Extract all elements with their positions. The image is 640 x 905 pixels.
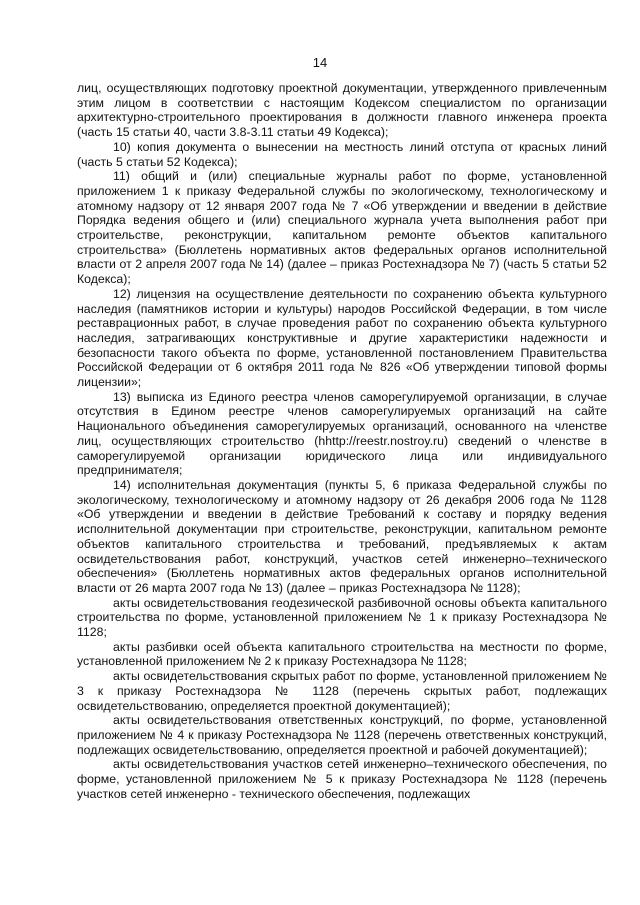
document-body <box>77 81 607 801</box>
paragraph-item-12: 12) лицензия на осуществление деятельности по сохранению объекта культурного наследия (памятников истории и культуры) народов Российской Федерации, в том числе реставрационных работ, в случае проведения работ по сохранению объекта культурного наследия, затрагивающих конструктивные и другие характеристики надежности и безопасности такого объекта по форме, установленной постановлением Правительства Российской Федерации от 6 октября 2011 года № 826 «Об утверждении типовой формы лицензии»; <box>77 286 607 390</box>
paragraph-item-10: 10) копия документа о вынесении на местность линий отступа от красных линий (часть 5 статьи 52 Кодекса); <box>77 139 607 169</box>
page-number: 14 <box>312 55 328 70</box>
paragraph-item-13: 13) выписка из Единого реестра членов саморегулируемой организации, в случае отсутствия в Едином реестре членов саморегулируемых организаций на сайте Национального объединения саморегулируемых организаций, основанного на членстве лиц, осуществляющих строительство (hhttp://reestr.nostroy.ru) сведений о членстве в саморегулируемой организации юридического лица или индивидуального предпринимателя; <box>77 389 607 478</box>
page-bottom-margin <box>0 884 640 905</box>
paragraph-act-structures: акты освидетельствования ответственных конструкций, по форме, установленной приложением № 4 к приказу Ростехнадзора № 1128 (перечень ответственных конструкций, подлежащих освидетельствованию, определяется проектной и рабочей документацией); <box>77 713 607 757</box>
paragraph-act-networks: акты освидетельствования участков сетей инженерно–технического обеспечения, по форме, установленной приложением № 5 к приказу Ростехнадзора № 1128 (перечень участков сетей инженерно - технического обеспечения, подлежащих <box>77 757 607 801</box>
paragraph-item-14: 14) исполнительная документация (пункты 5, 6 приказа Федеральной службы по экологическому, технологическому и атомному надзору от 26 декабря 2006 года № 1128 «Об утверждении и введении в действие Требований к составу и порядку ведения исполнительной документации при строительстве, реконструкции, капитальном ремонте объектов капитального строительства и требований, предъявляемых к актам освидетельствования работ, конструкций, участков сетей инженерно–технического обеспечения» (Бюллетень нормативных актов федеральных органов исполнительной власти от 26 марта 2007 года № 13) (далее – приказ Ростехнадзора № 1128); <box>77 477 607 595</box>
paragraph-act-geodetic: акты освидетельствования геодезической разбивочной основы объекта капитального строительства по форме, установленной приложением № 1 к приказу Ростехнадзора № 1128; <box>77 595 607 640</box>
paragraph-item-11: 11) общий и (или) специальные журналы работ по форме, установленной приложением 1 к приказу Федеральной службы по экологическому, технологическому и атомному надзору от 12 января 2007 года № 7 «Об утверждении и введении в действие Порядка ведения общего и (или) специального журнала учета выполнения работ при строительстве, реконструкции, капитальном ремонте объектов капитального строительства» (Бюллетень нормативных актов федеральных органов исполнительной власти от 2 апреля 2007 года № 14) (далее – приказ Ростехнадзора № 7) (часть 5 статьи 52 Кодекса); <box>77 169 607 287</box>
paragraph-act-axes: акты разбивки осей объекта капитального строительства на местности по форме, установленной приложением № 2 к приказу Ростехнадзора № 1128; <box>77 639 607 669</box>
paragraph-continuation: лиц, осуществляющих подготовку проектной документации, утвержденного привлеченным этим лицом в соответствии с настоящим Кодексом специалистом по организации архитектурно-строительного проектирования в должности главного инженера проекта (часть 15 статьи 40, части 3.8-3.11 статьи 49 Кодекса); <box>77 81 607 140</box>
paragraph-act-hidden-works: акты освидетельствования скрытых работ по форме, установленной приложением № 3 к приказу Ростехнадзора № 1128 (перечень скрытых работ, подлежащих освидетельствованию, определяется проектной документацией); <box>77 669 607 713</box>
